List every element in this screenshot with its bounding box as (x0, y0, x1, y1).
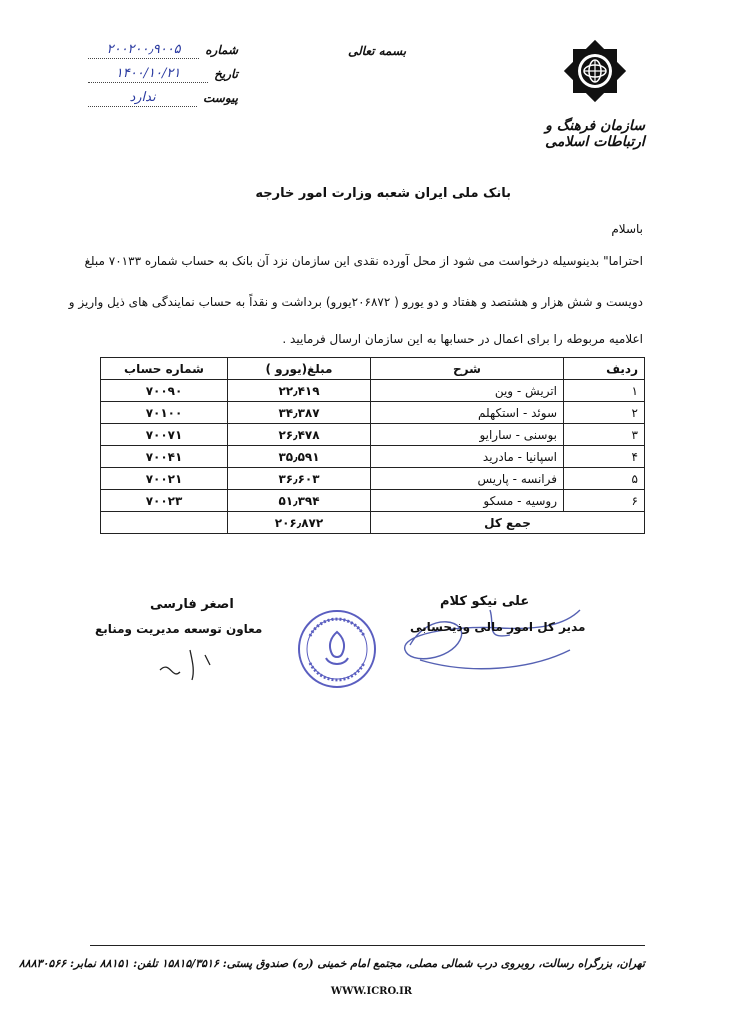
signature-scribble-left-icon (150, 630, 220, 690)
signer-left-name: اصغر فارسی (150, 597, 234, 612)
row-description: اسپانیا - مادرید (371, 446, 564, 468)
meta-attachment-label: پیوست (203, 91, 238, 105)
meta-number-value: ۲۰۰۲۰۰٫۹۰۰۵ (88, 42, 199, 59)
row-account: ۷۰۰۲۳ (101, 490, 228, 512)
row-account: ۷۰۰۴۱ (101, 446, 228, 468)
row-account: ۷۰۰۹۰ (101, 380, 228, 402)
bismillah: بسمه تعالی (348, 44, 407, 58)
total-label: جمع کل (371, 512, 645, 534)
total-account-empty (101, 512, 228, 534)
row-amount: ۲۶٫۴۷۸ (228, 424, 371, 446)
row-amount: ۳۶٫۶۰۳ (228, 468, 371, 490)
meta-date-value: ۱۴۰۰/۱۰/۲۱ (88, 66, 208, 83)
header-row-number: ردیف (564, 358, 645, 380)
row-amount: ۲۲٫۴۱۹ (228, 380, 371, 402)
row-number: ۲ (564, 402, 645, 424)
row-account: ۷۰۰۲۱ (101, 468, 228, 490)
meta-date-row (88, 62, 238, 86)
row-description: بوسنی - سارایو (371, 424, 564, 446)
official-seal-icon (296, 608, 378, 690)
recipient: بانک ملی ایران شعبه وزارت امور خارجه (255, 186, 511, 201)
row-amount: ۳۵٫۵۹۱ (228, 446, 371, 468)
row-number: ۳ (564, 424, 645, 446)
row-description: فرانسه - پاریس (371, 468, 564, 490)
body-line-1: احتراما" بدینوسیله درخواست می شود از محل آورده نقدی این سازمان نزد آن بانک به حساب شماره ۷۰۱۳۳ مبلغ (84, 254, 643, 268)
signer-right-title: مدیر کل امور مالی وذیحسابی (410, 620, 586, 634)
table-row (101, 446, 645, 468)
row-account: ۷۰۰۷۱ (101, 424, 228, 446)
table-header-row (101, 358, 645, 380)
body-line-2: دویست و شش هزار و هشتصد و هفتاد و دو یورو ( ۲۰۶۸۷۲یورو) برداشت و نقداً به حساب نمایندگی های ذیل واریز و (68, 295, 643, 309)
signer-right-name: علی نیکو کلام (440, 594, 530, 609)
letter-meta (88, 38, 238, 110)
row-amount: ۵۱٫۳۹۴ (228, 490, 371, 512)
row-number: ۴ (564, 446, 645, 468)
signer-left-title: معاون توسعه مدیریت ومنابع (95, 622, 263, 636)
footer-address: تهران، بزرگراه رسالت، روبروی درب شمالی مصلی، مجتمع امام خمینی (ره) صندوق پستی: ۱۵۸۱۵/۳۵۱۶ تلفن: ۸۸۱۵۱ نمابر: ۸۸۸۳۰۵۶۶ (18, 957, 645, 970)
meta-number-row (88, 38, 238, 62)
footer-website: WWW.ICRO.IR (330, 986, 413, 997)
greeting: باسلام (611, 222, 643, 236)
table-row (101, 402, 645, 424)
row-amount: ۳۴٫۳۸۷ (228, 402, 371, 424)
footer-divider (90, 945, 645, 946)
table-row (101, 490, 645, 512)
header-description: شرح (371, 358, 564, 380)
header-amount: مبلغ(یورو ) (228, 358, 371, 380)
table-row (101, 424, 645, 446)
total-amount: ۲۰۶٫۸۷۲ (228, 512, 371, 534)
meta-attachment-row (88, 86, 238, 110)
transfer-table (100, 357, 645, 534)
meta-attachment-value: ندارد (88, 90, 197, 107)
organization-name: سازمان فرهنگ و ارتباطات اسلامی (545, 118, 645, 150)
body-line-3: اعلامیه مربوطه را برای اعمال در حسابها به این سازمان ارسال فرمایید . (282, 332, 643, 346)
table-total-row (101, 512, 645, 534)
meta-number-label: شماره (205, 43, 238, 57)
row-number: ۱ (564, 380, 645, 402)
row-description: اتریش - وین (371, 380, 564, 402)
row-number: ۵ (564, 468, 645, 490)
row-description: سوئد - استکهلم (371, 402, 564, 424)
row-number: ۶ (564, 490, 645, 512)
table-row (101, 380, 645, 402)
organization-logo-icon (562, 38, 628, 104)
meta-date-label: تاریخ (214, 67, 238, 81)
row-account: ۷۰۱۰۰ (101, 402, 228, 424)
table-row (101, 468, 645, 490)
row-description: روسیه - مسکو (371, 490, 564, 512)
header-account: شماره حساب (101, 358, 228, 380)
